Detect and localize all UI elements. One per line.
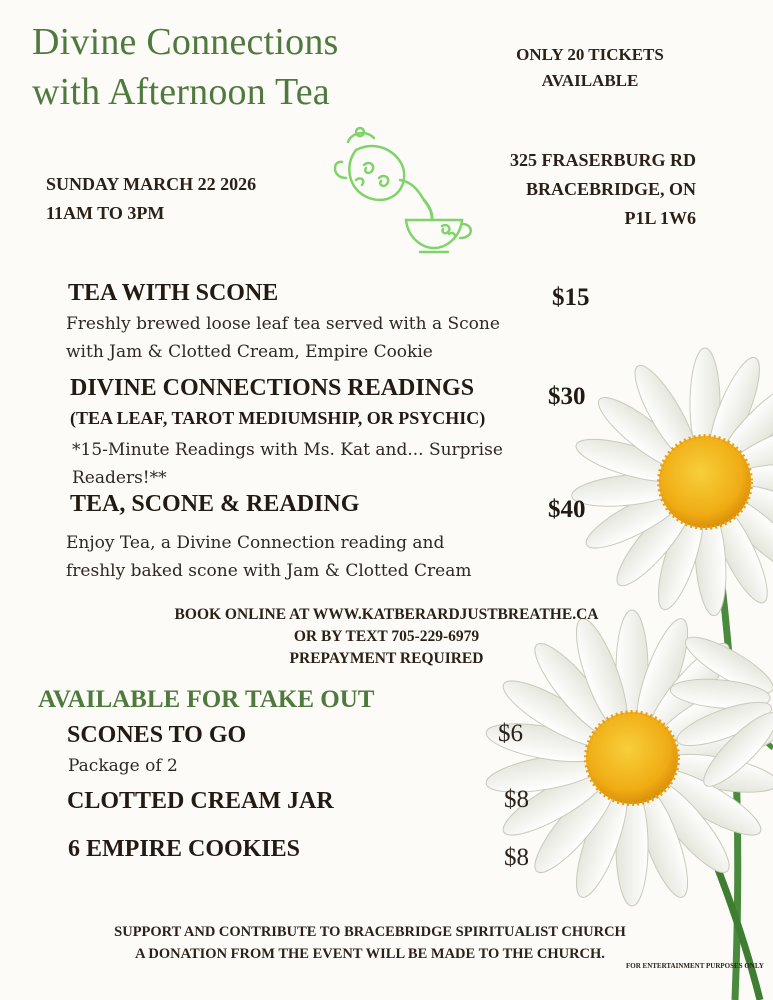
teapot-pouring-icon bbox=[334, 120, 484, 260]
address-line2: BRACEBRIDGE, ON bbox=[525, 179, 696, 199]
address-line1: 325 FRASERBURG RD bbox=[509, 150, 696, 170]
booking-phone: OR BY TEXT 705-229-6979 bbox=[293, 628, 480, 645]
event-title-line2: with Afternoon Tea bbox=[32, 71, 330, 113]
menu-item-name: TEA, SCONE & READING bbox=[70, 491, 360, 517]
takeout-item-name: 6 EMPIRE COOKIES bbox=[68, 836, 301, 862]
booking-info bbox=[0, 604, 773, 670]
takeout-heading: AVAILABLE FOR TAKE OUT bbox=[38, 686, 375, 713]
entertainment-disclaimer: FOR ENTERTAINMENT PURPOSES ONLY bbox=[626, 962, 764, 970]
tickets-line1: ONLY 20 TICKETS bbox=[516, 45, 664, 64]
takeout-item-name: SCONES TO GO bbox=[67, 722, 247, 748]
booking-website: BOOK ONLINE AT WWW.KATBERARDJUSTBREATHE.CA bbox=[174, 606, 599, 623]
takeout-item-price: $6 bbox=[498, 720, 523, 747]
tickets-line2: AVAILABLE bbox=[541, 71, 639, 90]
event-date: SUNDAY MARCH 22 2026 bbox=[46, 174, 257, 194]
takeout-item-price: $8 bbox=[504, 786, 529, 813]
description-line: Readers!** bbox=[72, 468, 167, 488]
takeout-item-name: CLOTTED CREAM JAR bbox=[67, 788, 334, 814]
menu-item-description bbox=[66, 529, 471, 585]
menu-item-name: TEA WITH SCONE bbox=[68, 280, 279, 306]
event-title-line1: Divine Connections bbox=[32, 21, 339, 63]
menu-item-price: $15 bbox=[552, 284, 590, 311]
event-time: 11AM TO 3PM bbox=[46, 203, 165, 223]
ticket-availability bbox=[500, 42, 680, 94]
footer-church-support bbox=[0, 921, 740, 965]
takeout-item-price: $8 bbox=[504, 844, 529, 871]
description-line: with Jam & Clotted Cream, Empire Cookie bbox=[66, 342, 433, 362]
menu-item-description bbox=[72, 436, 503, 492]
menu-item-description bbox=[66, 310, 500, 366]
booking-prepayment: PREPAYMENT REQUIRED bbox=[289, 650, 484, 667]
description-line: *15-Minute Readings with Ms. Kat and... Surprise bbox=[72, 440, 503, 460]
description-line: Enjoy Tea, a Divine Connection reading and bbox=[66, 533, 445, 553]
menu-item-name: DIVINE CONNECTIONS READINGS bbox=[70, 375, 475, 401]
menu-item-price: $40 bbox=[548, 496, 586, 523]
event-address bbox=[470, 146, 696, 233]
takeout-item-note: Package of 2 bbox=[68, 756, 178, 776]
address-line3: P1L 1W6 bbox=[624, 208, 696, 228]
menu-item-subtitle: (TEA LEAF, TAROT MEDIUMSHIP, OR PSYCHIC) bbox=[70, 408, 486, 428]
menu-item-price: $30 bbox=[548, 383, 586, 410]
footer-line2: A DONATION FROM THE EVENT WILL BE MADE TO THE CHURCH. bbox=[135, 946, 605, 962]
description-line: Freshly brewed loose leaf tea served with a Scone bbox=[66, 314, 500, 334]
description-line: freshly baked scone with Jam & Clotted Cream bbox=[66, 561, 472, 581]
event-date-time bbox=[46, 170, 256, 228]
footer-line1: SUPPORT AND CONTRIBUTE TO BRACEBRIDGE SPIRITUALIST CHURCH bbox=[114, 924, 626, 940]
